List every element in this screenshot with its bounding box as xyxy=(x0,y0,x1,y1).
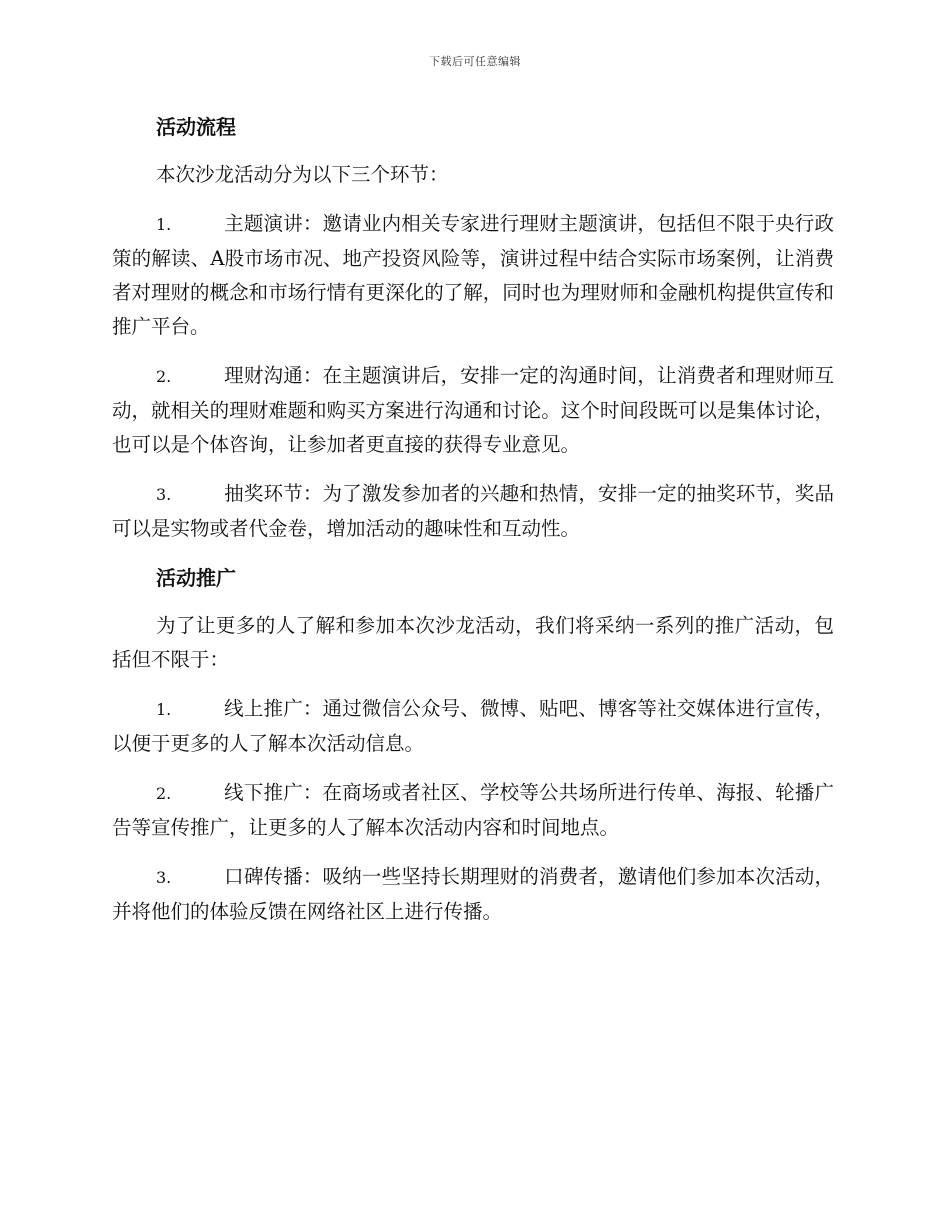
page-header: 下载后可任意编辑 xyxy=(429,55,521,68)
list-item xyxy=(112,776,834,845)
list-item xyxy=(112,860,834,929)
section-intro-process: 本次沙龙活动分为以下三个环节： xyxy=(156,163,449,186)
list-item-number: 2. xyxy=(156,367,172,386)
section-intro-promotion: 为了让更多的人了解和参加本次沙龙活动，我们将采纳一系列的推广活动，包括但不限于： xyxy=(112,614,834,671)
list-item xyxy=(112,359,834,462)
list-item-number: 3. xyxy=(156,485,172,504)
list-item-text: 线上推广：通过微信公众号、微博、贴吧、博客等社交媒体进行宣传，以便于更多的人了解本次活动信息。 xyxy=(112,697,834,755)
list-item-text: 线下推广：在商场或者社区、学校等公共场所进行传单、海报、轮播广告等宣传推广，让更多的人了解本次活动内容和时间地点。 xyxy=(112,781,834,839)
section-heading-process: 活动流程 xyxy=(156,115,236,139)
list-item-text: 口碑传播：吸纳一些坚持长期理财的消费者，邀请他们参加本次活动，并将他们的体验反馈在网络社区上进行传播。 xyxy=(112,865,834,923)
list-item-text: 理财沟通：在主题演讲后，安排一定的沟通时间，让消费者和理财师互动，就相关的理财难题和购买方案进行沟通和讨论。这个时间段既可以是集体讨论，也可以是个体咨询，让参加者更直接的获得专业意见。 xyxy=(112,364,834,456)
list-item-number: 1. xyxy=(156,700,172,719)
list-item-number: 2. xyxy=(156,784,172,803)
list-item xyxy=(112,692,834,761)
list-item xyxy=(112,207,834,344)
list-item-text: 抽奖环节：为了激发参加者的兴趣和热情，安排一定的抽奖环节，奖品可以是实物或者代金卷，增加活动的趣味性和互动性。 xyxy=(112,482,834,540)
document-body xyxy=(112,110,834,944)
list-item-number: 1. xyxy=(156,215,172,234)
list-item-number: 3. xyxy=(156,868,172,887)
list-item-text: 主题演讲：邀请业内相关专家进行理财主题演讲，包括但不限于央行政策的解读、A股市场市况、地产投资风险等，演讲过程中结合实际市场案例，让消费者对理财的概念和市场行情有更深化的了解，同时也为理财师和金融机构提供宣传和推广平台。 xyxy=(112,212,834,338)
list-item xyxy=(112,477,834,546)
section-heading-promotion: 活动推广 xyxy=(156,566,236,590)
